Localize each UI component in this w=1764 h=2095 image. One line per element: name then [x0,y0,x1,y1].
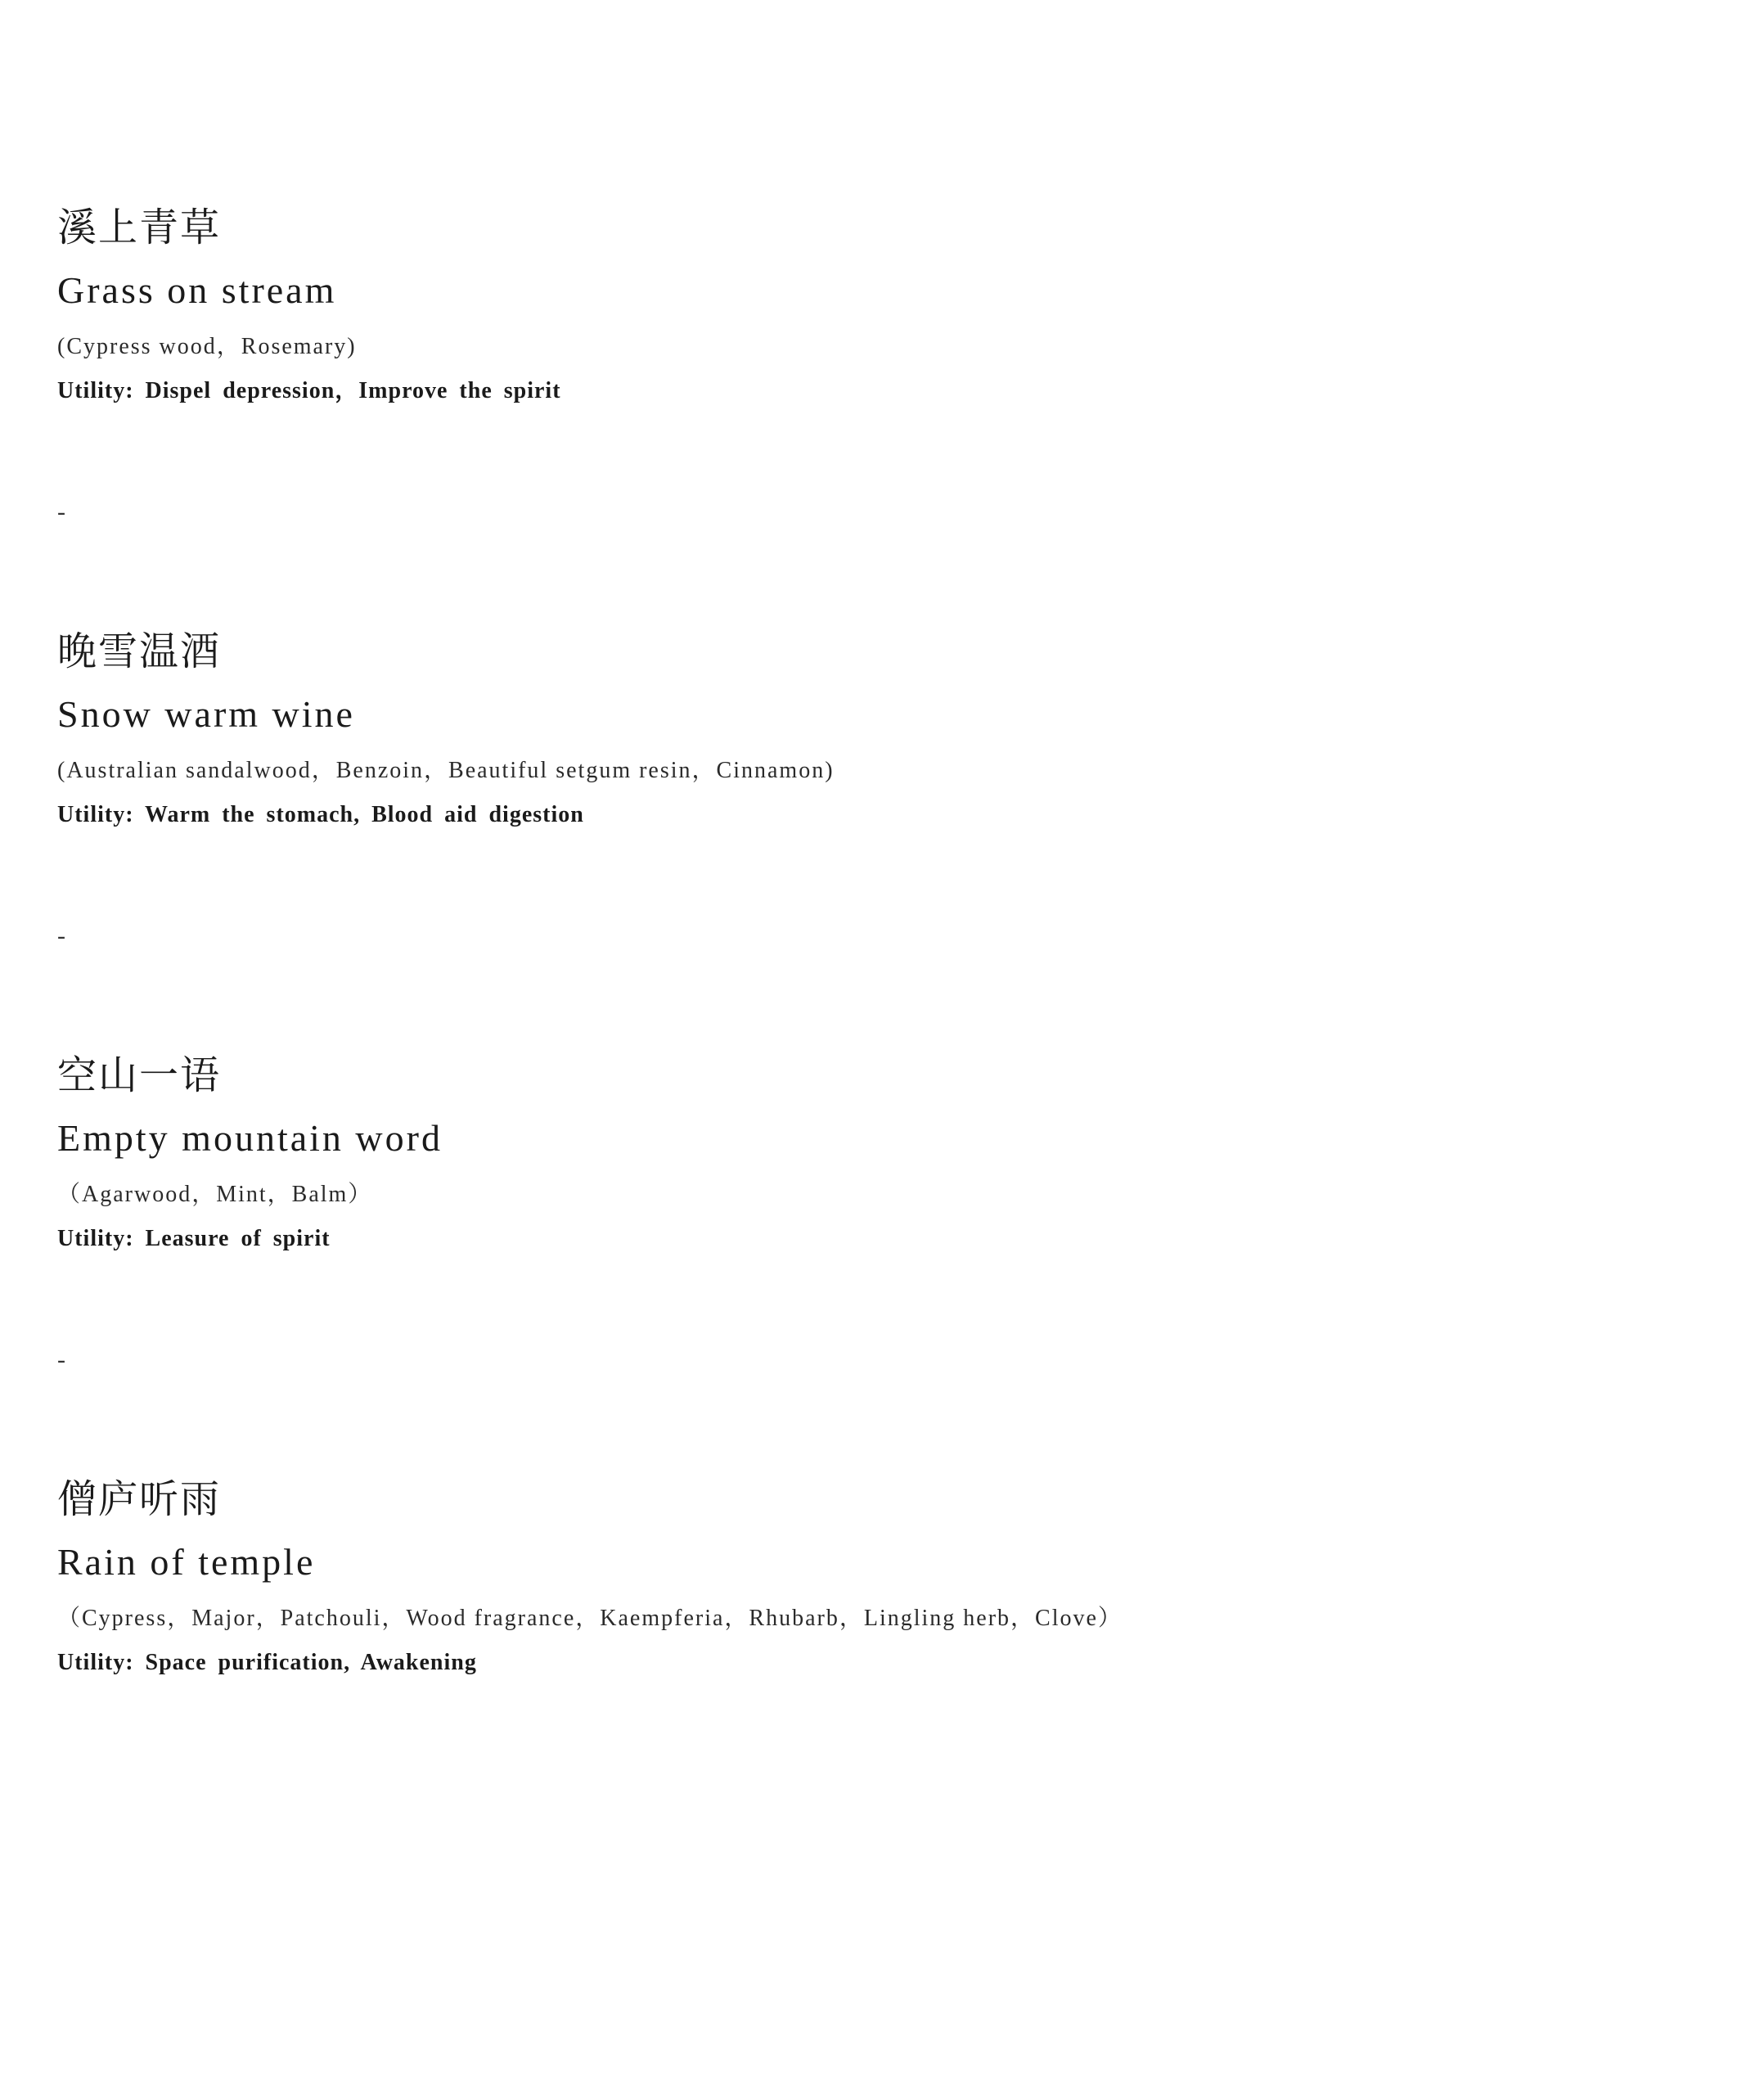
separator-dash: - [57,498,65,525]
product-ingredients: (Cypress wood，Rosemary) [57,334,357,359]
product-utility: Utility: Dispel depression，Improve the spirit [57,378,561,403]
product-title-english: Grass on stream [57,269,337,311]
product-title-chinese: 溪上青草 [57,205,222,250]
product-title-english: Snow warm wine [57,693,355,735]
product-title-chinese: 空山一语 [57,1052,222,1098]
product-utility: Utility: Leasure of spirit [57,1226,331,1251]
product-ingredients: （Agarwood，Mint，Balm） [57,1182,373,1207]
product-title-english: Rain of temple [57,1541,316,1583]
separator-dash: - [57,922,65,949]
product-title-chinese: 僧庐听雨 [57,1476,222,1522]
product-utility: Utility: Warm the stomach, Blood aid digestion [57,802,584,827]
product-ingredients: (Australian sandalwood，Benzoin，Beautiful setgum resin，Cinnamon) [57,758,835,783]
product-title-english: Empty mountain word [57,1117,443,1159]
separator-dash: - [57,1346,65,1373]
product-ingredients: （Cypress，Major，Patchouli，Wood fragrance，Kaempferia，Rhubarb，Lingling herb，Clove） [57,1606,1123,1631]
product-title-chinese: 晚雪温酒 [57,628,222,674]
product-utility: Utility: Space purification, Awakening [57,1650,477,1675]
